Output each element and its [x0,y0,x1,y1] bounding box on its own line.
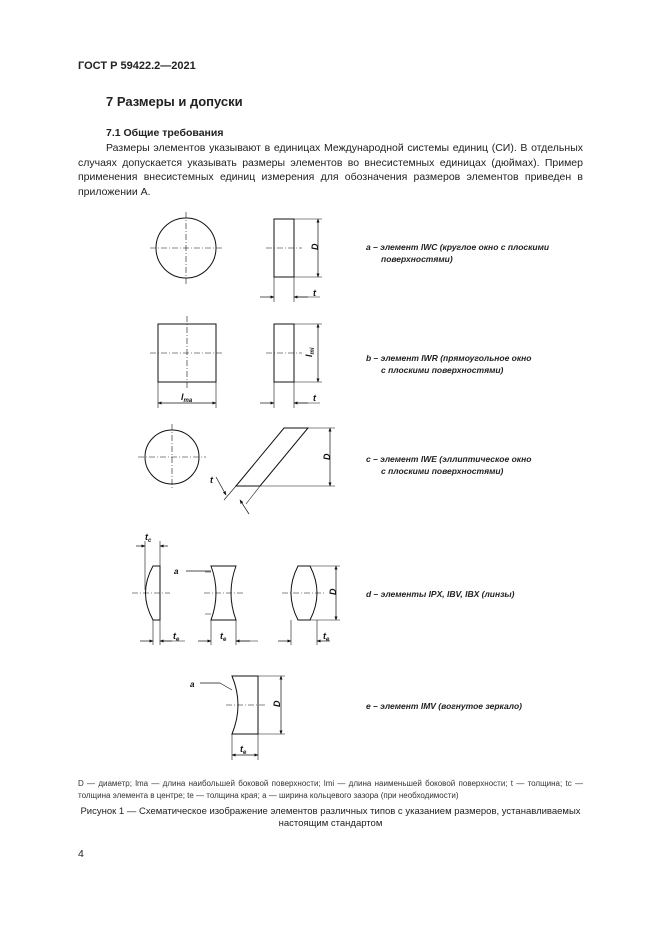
label-e: e – элемент IMV (вогнутое зеркало) [366,701,522,711]
subsection-title: 7.1 Общие требования [106,127,224,139]
figure-legend: D — диаметр; lma — длина наибольшей боковой поверхности; lmi — длина наименьшей боковой поверхности; t — толщина; tc — толщина элемента в центре; te — толщина края; a — ширина кольцевого зазора (при необходимости) [78,779,583,800]
label-c: c – элемент IWE (эллиптическое окно с плоскими поверхностями) [366,454,532,476]
dim-te-d2: $t_e$ [220,631,227,643]
drawing-b [150,316,322,408]
dim-t-c: t [210,475,213,485]
dim-te-d1: $t_e$ [173,631,180,643]
dim-lma-b: $l_{ma}$ [181,392,193,404]
drawing-c [138,424,335,514]
label-a: a – элемент IWC (круглое окно с плоскими поверхностями) [366,242,550,264]
section-title: 7 Размеры и допуски [106,94,243,109]
dim-lmi-b: $l_{mi}$ [304,347,316,357]
label-d: d – элементы IPX, IBV, IBX (линзы) [366,589,515,599]
page-number: 4 [78,848,84,860]
dim-tc-d: $t_c$ [145,532,152,544]
dim-t-a: t [313,288,316,298]
drawing-d [132,532,340,645]
dim-t-b: t [313,393,316,403]
dim-a-d: a [174,567,179,576]
dim-te-e: $t_e$ [240,744,247,756]
dim-D-d: D [328,588,338,595]
label-b: b – элемент IWR (прямоугольное окно с плоскими поверхностями) [366,353,532,375]
dim-D-a: D [310,243,320,250]
figure-caption: Рисунок 1 — Схематическое изображение элементов различных типов с указанием размеров, устанавливаемых настоящим стандартом [80,806,581,829]
drawing-a [150,212,322,302]
drawing-e [190,676,285,760]
body-paragraph: Размеры элементов указывают в единицах Международной системы единиц (СИ). В отдельных случаях допускается указывать размеры элементов во внесистемных единицах (дюймах). Пример применения внесистемных единиц измерения для обозначения размеров элементов приведен в приложении А. [78,142,583,198]
dim-a-e: a [190,680,195,689]
dim-D-c: D [322,453,332,460]
doc-header-code: ГОСТ Р 59422.2—2021 [78,60,196,72]
dim-te-d3: $t_e$ [323,631,330,643]
dim-D-e: D [272,700,282,707]
